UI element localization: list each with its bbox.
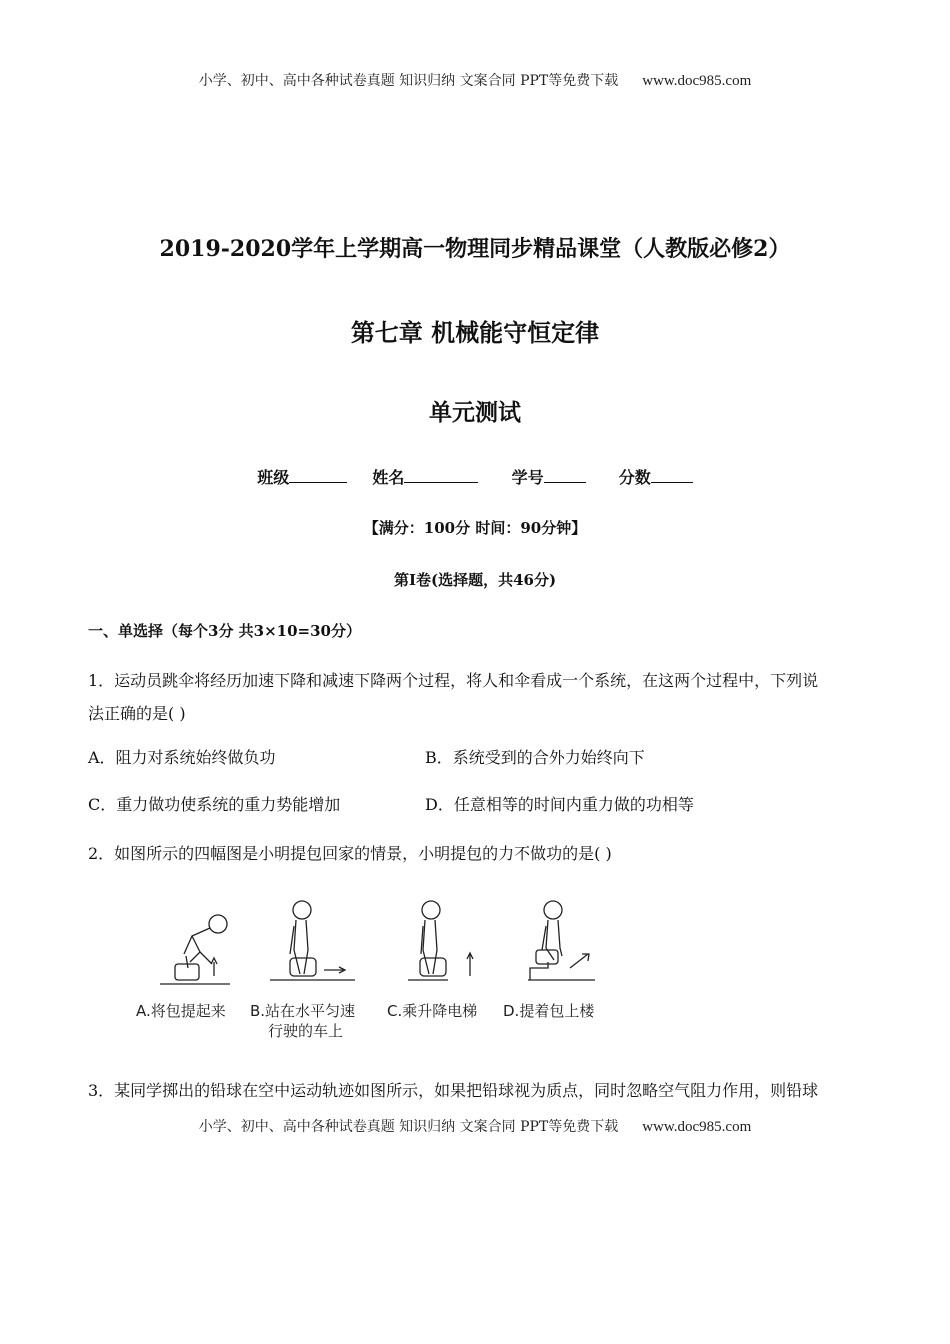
question-3-stem: 3．某同学掷出的铅球在空中运动轨迹如图所示，如果把铅球视为质点，同时忽略空气阻力作用，则铅球 bbox=[88, 1081, 819, 1100]
question-1-option-c[interactable]: C．重力做功使系统的重力势能增加 bbox=[88, 795, 341, 814]
header-banner bbox=[0, 70, 950, 90]
class-label: 班级 bbox=[257, 468, 290, 487]
figure-caption-a: A.将包提起来 bbox=[136, 1002, 226, 1020]
header-banner-text: 小学、初中、高中各种试卷真题 知识归纳 文案合同 PPT等免费下载 bbox=[198, 73, 619, 89]
section-title: 一、单选择（每个3分 共3×10=30分） bbox=[88, 622, 361, 640]
test-title: 单元测试 bbox=[429, 399, 521, 426]
question-1-option-a[interactable]: A．阻力对系统始终做负功 bbox=[88, 748, 276, 767]
figure-panel-b bbox=[270, 901, 355, 980]
figure-caption-b-line2: 行驶的车上 bbox=[268, 1022, 344, 1040]
figure-panel-d bbox=[528, 901, 595, 980]
part-title: 第Ⅰ卷(选择题，共46分) bbox=[393, 571, 557, 589]
student-info-row bbox=[0, 465, 950, 488]
score-blank[interactable] bbox=[651, 468, 693, 483]
question-2-stem: 2．如图所示的四幅图是小明提包回家的情景，小明提包的力不做功的是( ) bbox=[88, 844, 612, 863]
figure-panel-c bbox=[408, 901, 473, 980]
number-label: 学号 bbox=[511, 468, 544, 487]
figure-panel-a bbox=[160, 915, 230, 984]
figure-caption-d: D.提着包上楼 bbox=[503, 1002, 595, 1020]
question-1-option-d[interactable]: D．任意相等的时间内重力做的功相等 bbox=[425, 795, 694, 814]
figure-caption-b-line1: B.站在水平匀速 bbox=[250, 1002, 356, 1020]
number-blank[interactable] bbox=[544, 468, 586, 483]
question-1-option-b[interactable]: B．系统受到的合外力始终向下 bbox=[425, 748, 645, 767]
name-blank[interactable] bbox=[404, 468, 478, 483]
figure-caption-c: C.乘升降电梯 bbox=[387, 1002, 478, 1020]
question-2-figure bbox=[130, 892, 620, 992]
class-blank[interactable] bbox=[289, 468, 347, 483]
footer-banner-url[interactable]: www.doc985.com bbox=[642, 1119, 752, 1135]
footer-banner-text: 小学、初中、高中各种试卷真题 知识归纳 文案合同 PPT等免费下载 bbox=[198, 1119, 619, 1135]
score-label: 分数 bbox=[618, 468, 651, 487]
document-title: 2019-2020学年上学期高一物理同步精品课堂（人教版必修2） bbox=[159, 236, 791, 262]
question-1-stem-line1: 1．运动员跳伞将经历加速下降和减速下降两个过程，将人和伞看成一个系统，在这两个过程中，下列说 bbox=[88, 671, 819, 690]
footer-banner bbox=[0, 1116, 950, 1136]
name-label: 姓名 bbox=[372, 468, 405, 487]
header-banner-url[interactable]: www.doc985.com bbox=[642, 73, 752, 89]
exam-meta: 【满分：100分 时间：90分钟】 bbox=[363, 519, 587, 537]
question-1-stem-line2: 法正确的是( ) bbox=[88, 704, 186, 723]
chapter-title: 第七章 机械能守恒定律 bbox=[350, 318, 600, 347]
